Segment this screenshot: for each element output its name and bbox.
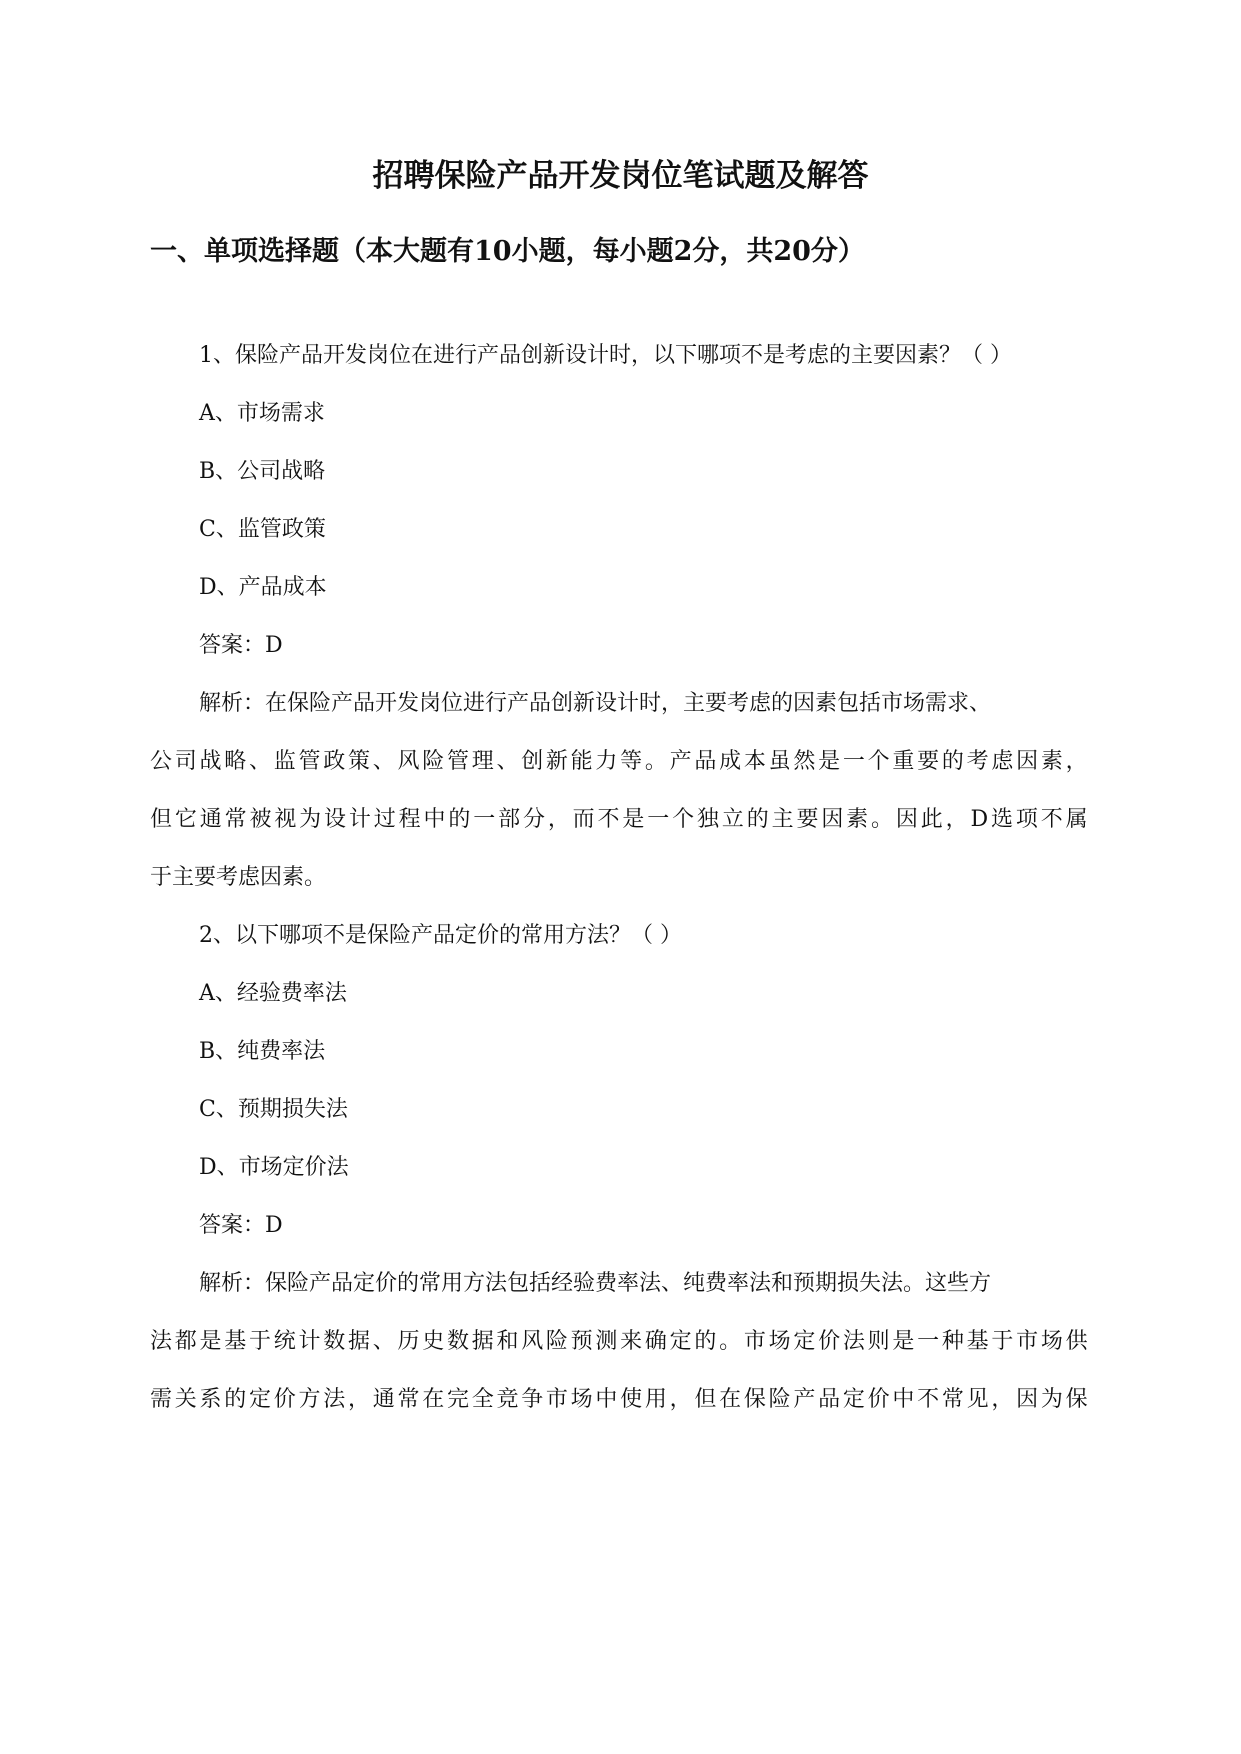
question-2-option-a: A、经验费率法 bbox=[199, 981, 347, 1006]
question-2-answer: 答案：D bbox=[199, 1213, 283, 1238]
question-1-option-d: D、产品成本 bbox=[199, 575, 327, 600]
question-1-option-b: B、公司战略 bbox=[199, 459, 326, 484]
question-1-option-c: C、监管政策 bbox=[199, 517, 326, 542]
question-2-option-d: D、市场定价法 bbox=[199, 1155, 349, 1180]
question-2-analysis-line: 需关系的定价方法，通常在完全竞争市场中使用，但在保险产品定价中不常见，因为保 bbox=[150, 1387, 1088, 1412]
question-1-analysis-line: 于主要考虑因素。 bbox=[150, 865, 327, 890]
question-2-analysis-line: 法都是基于统计数据、历史数据和风险预测来确定的。市场定价法则是一种基于市场供 bbox=[150, 1329, 1088, 1354]
question-1-answer: 答案：D bbox=[199, 633, 283, 658]
question-2-option-b: B、纯费率法 bbox=[199, 1039, 326, 1064]
question-2-option-c: C、预期损失法 bbox=[199, 1097, 348, 1122]
section-heading: 一、单项选择题（本大题有10小题，每小题2分，共20分） bbox=[150, 236, 865, 267]
question-2-analysis-line: 解析：保险产品定价的常用方法包括经验费率法、纯费率法和预期损失法。这些方 bbox=[199, 1271, 992, 1296]
question-1-analysis-line: 但它通常被视为设计过程中的一部分，而不是一个独立的主要因素。因此，D选项不属 bbox=[150, 807, 1088, 832]
question-2-stem: 2、以下哪项不是保险产品定价的常用方法？（ ） bbox=[199, 923, 682, 948]
question-1-analysis-line: 解析：在保险产品开发岗位进行产品创新设计时，主要考虑的因素包括市场需求、 bbox=[199, 691, 992, 716]
question-1-analysis-line: 公司战略、监管政策、风险管理、创新能力等。产品成本虽然是一个重要的考虑因素， bbox=[150, 749, 1088, 774]
question-1-option-a: A、市场需求 bbox=[199, 401, 325, 426]
question-1-stem: 1、保险产品开发岗位在进行产品创新设计时，以下哪项不是考虑的主要因素？（ ） bbox=[199, 343, 1012, 368]
document-title: 招聘保险产品开发岗位笔试题及解答 bbox=[372, 158, 869, 194]
